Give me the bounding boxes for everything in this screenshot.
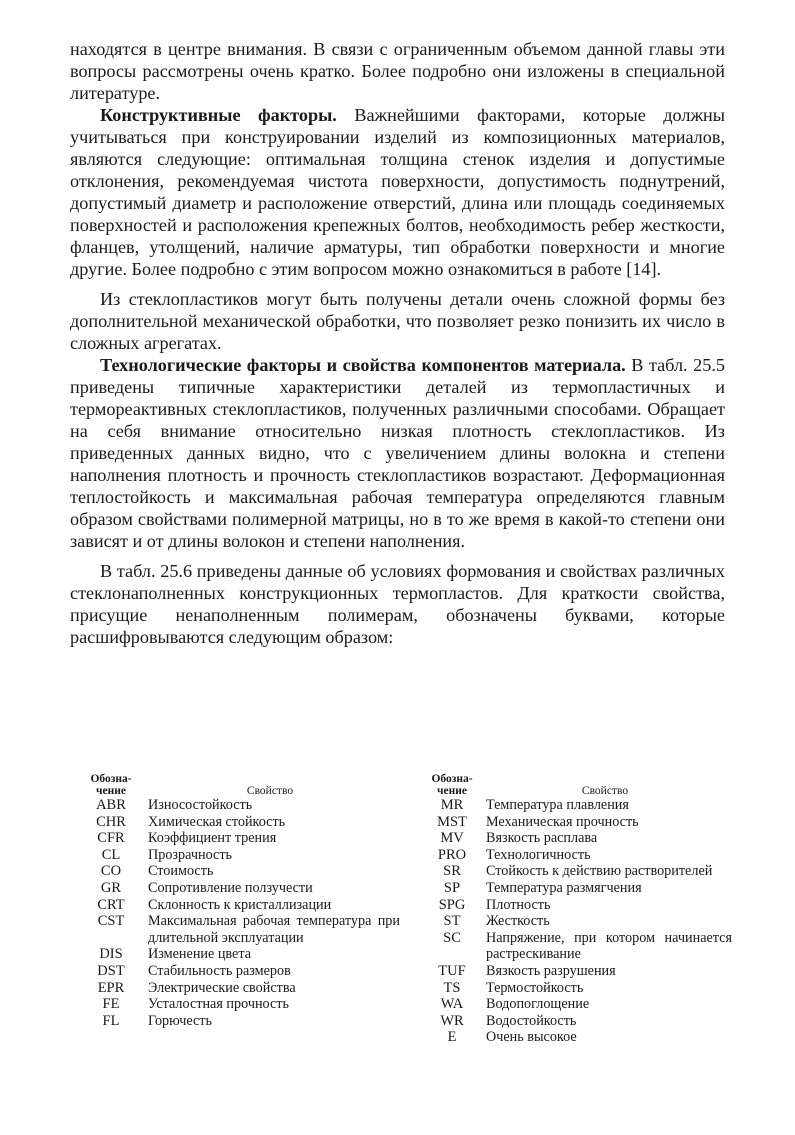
- abbreviation-property: Максимальная рабочая температура при длительной эксплуатации: [148, 913, 400, 946]
- abbreviation-property: Вязкость разрушения: [486, 962, 616, 979]
- abbreviation-code: WA: [440, 996, 464, 1013]
- table-row: [426, 797, 732, 814]
- table-row: [426, 863, 732, 880]
- table-row: [426, 1029, 732, 1046]
- table-row: [426, 814, 732, 831]
- abbreviation-code: E: [447, 1029, 457, 1046]
- abbreviation-code: PRO: [437, 846, 467, 863]
- abbreviation-property: Водопоглощение: [486, 996, 590, 1013]
- abbreviation-property: Прозрачность: [148, 846, 233, 863]
- header-property: Свойство: [246, 785, 294, 797]
- abbreviation-code: ABR: [96, 797, 126, 813]
- header-property: Свойство: [581, 785, 629, 797]
- paragraph-1: находятся в центре внимания. В связи с ограниченным объемом данной главы эти вопросы рассмотрены очень кратко. Более подробно они изложены в специальной литературе.: [70, 39, 725, 103]
- abbreviation-code: CL: [101, 846, 121, 863]
- abbreviation-property: Сопротивление ползучести: [148, 879, 313, 896]
- abbreviation-property: Вязкость расплава: [486, 830, 598, 847]
- table-right-column: [426, 763, 732, 1046]
- abbreviation-code: CHR: [96, 813, 126, 830]
- abbreviation-code: DIS: [99, 946, 123, 963]
- abbreviation-property: Технологичность: [486, 846, 591, 863]
- paragraph-4-text: В табл. 25.5 приведены типичные характеристики деталей из термопластичных и термореактивных стеклопластиков, полученных различными способами. Обращает на себя внимание относительно низкая плотность стеклопластиков. Из приведенных данных видно, что с увеличением длины волокна и степени наполнения плотность и прочность стеклопластиков возрастают. Деформационная теплостойкость и максимальная рабочая температура определяются главным образом свойствами полимерной матрицы, но в то же время в какой-то степени они зависят и от длины волокон и степени наполнения.: [70, 355, 725, 551]
- abbreviation-property: Склонность к кристаллизации: [148, 896, 332, 913]
- table-row: [82, 880, 400, 897]
- abbreviation-property: Стабильность размеров: [148, 962, 291, 979]
- table-row: [426, 996, 732, 1013]
- table-row: [82, 996, 400, 1013]
- abbreviation-property: Коэффициент трения: [148, 830, 277, 847]
- table-row: [82, 814, 400, 831]
- abbreviation-code: CO: [100, 863, 122, 880]
- abbreviation-property: Водостойкость: [486, 1012, 577, 1029]
- abbreviation-code: MV: [440, 830, 464, 847]
- abbreviation-property: Усталостная прочность: [148, 996, 289, 1013]
- paragraph-3: Из стеклопластиков могут быть получены детали очень сложной формы без дополнительной механической обработки, что позволяет резко понизить их число в сложных агрегатах.: [70, 289, 725, 353]
- abbreviation-property: Механическая прочность: [486, 813, 639, 830]
- table-row: [82, 797, 400, 814]
- paragraph-2-lead: Конструктивные факторы.: [100, 105, 337, 125]
- table-row: [426, 930, 732, 963]
- abbreviation-property: Плотность: [486, 896, 551, 913]
- abbreviation-property: Напряжение, при котором начинается растрескивание: [486, 929, 732, 963]
- abbreviation-code: MR: [440, 797, 464, 813]
- table-header-left: [82, 763, 400, 797]
- table-row: [82, 980, 400, 997]
- abbreviation-code: ST: [443, 913, 461, 930]
- table-row: [82, 863, 400, 880]
- table-row: [82, 847, 400, 864]
- abbreviation-property: Стойкость к действию растворителей: [486, 863, 713, 880]
- paragraph-2: [70, 104, 725, 280]
- abbreviation-code: CST: [97, 913, 125, 930]
- table-row: [82, 963, 400, 980]
- table-header-right: [426, 763, 732, 797]
- abbreviation-table: [82, 763, 732, 1046]
- abbreviation-property: Термостойкость: [486, 979, 584, 996]
- table-row: [426, 963, 732, 980]
- table-row: [82, 830, 400, 847]
- abbreviation-code: TS: [443, 979, 461, 996]
- paragraph-2-text: Важнейшими факторами, которые должны учитываться при конструировании изделий из композиционных материалов, являются следующие: оптимальная толщина стенок изделия и допустимые отклонения, рекомендуемая чистота поверхности, допустимость поднутрений, допустимый диаметр и расположение отверстий, длина или площадь соединяемых поверхностей и расположения крепежных болтов, необходимость ребер жесткости, фланцев, утолщений, наличие арматуры, тип обработки поверхности и многие другие. Более подробно с этим вопросом можно ознакомиться в работе [14].: [70, 105, 725, 279]
- abbreviation-code: FL: [102, 1012, 120, 1029]
- table-row: [82, 913, 400, 946]
- abbreviation-code: SPG: [438, 896, 466, 913]
- table-row: [426, 913, 732, 930]
- table-row: [82, 897, 400, 914]
- abbreviation-property: Температура плавления: [486, 797, 629, 813]
- table-row: [82, 946, 400, 963]
- table-row: [426, 847, 732, 864]
- abbreviation-code: TUF: [438, 962, 466, 979]
- abbreviation-code: GR: [100, 879, 122, 896]
- abbreviation-code: CFR: [97, 830, 125, 847]
- abbreviation-code: DST: [97, 962, 125, 979]
- table-row: [426, 980, 732, 997]
- abbreviation-code: SP: [443, 879, 461, 896]
- abbreviation-code: SR: [443, 863, 461, 880]
- abbreviation-property: Горючесть: [148, 1012, 212, 1029]
- table-row: [426, 1013, 732, 1030]
- table-row: [426, 897, 732, 914]
- abbreviation-property: Очень высокое: [486, 1029, 577, 1046]
- table-left-column: [82, 763, 400, 1046]
- table-row: [82, 1013, 400, 1030]
- abbreviation-property: Химическая стойкость: [148, 813, 286, 830]
- abbreviation-code: CRT: [97, 896, 125, 913]
- table-row: [426, 830, 732, 847]
- abbreviation-code: WR: [440, 1012, 464, 1029]
- table-row: [426, 880, 732, 897]
- abbreviation-property: Изменение цвета: [148, 946, 252, 963]
- abbreviation-code: SC: [443, 929, 461, 946]
- abbreviation-code: FE: [102, 996, 120, 1013]
- header-code: Обозна- чение: [431, 773, 473, 797]
- abbreviation-property: Жесткость: [486, 913, 550, 930]
- paragraph-5: В табл. 25.6 приведены данные об условиях формования и свойствах различных стеклонаполненных конструкционных термопластов. Для краткости свойства, присущие ненаполненным полимерам, обозначены буквами, которые расшифровываются следующим образом:: [70, 561, 725, 647]
- paragraph-4: [70, 354, 725, 552]
- abbreviation-property: Износостойкость: [148, 797, 253, 813]
- abbreviation-property: Стоимость: [148, 863, 214, 880]
- abbreviation-code: MST: [437, 813, 467, 830]
- abbreviation-code: EPR: [97, 979, 125, 996]
- paragraph-4-lead: Технологические факторы и свойства компонентов материала.: [100, 355, 626, 375]
- header-code: Обозна- чение: [90, 773, 132, 797]
- abbreviation-property: Температура размягчения: [486, 879, 642, 896]
- abbreviation-property: Электрические свойства: [148, 979, 296, 996]
